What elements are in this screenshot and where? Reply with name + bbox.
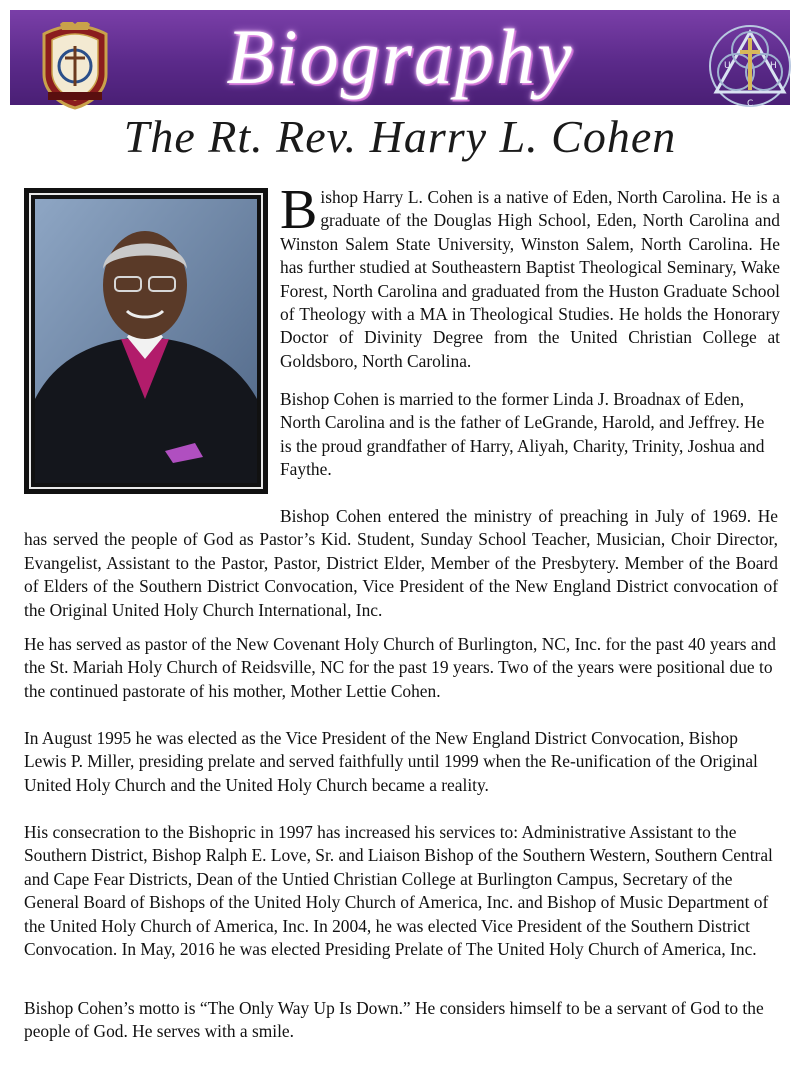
- motto-paragraph: Bishop Cohen’s motto is “The Only Way Up Is Down.” He considers himself to be a servant of God to the people of God. He serves with a smile.: [24, 998, 764, 1042]
- ministry-paragraph: [24, 505, 778, 622]
- trinity-letter-c: C: [747, 99, 754, 109]
- trinity-letter-h: H: [770, 61, 777, 71]
- subtitle-block: [90, 110, 710, 170]
- intro-paragraph: [280, 179, 780, 373]
- consecration-paragraph: His consecration to the Bishopric in 1997 has increased his services to: Administrative Assistant to the Southern District, Bishop Ralph E. Love, Sr. and Liaison Bishop of the Southern Western, Southern Central and Cape Fear Districts, Dean of the Untied Christian College at Burlington Campus, Secretary of the General Board of Bishops of the United Holy Church of America, Inc. and Bishop of Music Department of the United Holy Church of America, Inc. In 2004, he was elected Vice President of the Southern District Convocation. In May, 2016 he was elected Presiding Prelate of The United Holy Church of America, Inc.: [24, 822, 773, 960]
- ministry-text: Bishop Cohen entered the ministry of preaching in July of 1969. He has served the people of God as Pastor’s Kid. Student, Sunday School Teacher, Musician, Choir Director, Evangelist, Assistant to the Pastor, Pastor, District Elder, Member of the Presbytery. Member of the Board of Elders of the Southern District Convocation, Vice President of the New England District convocation of the Original United Holy Church International, Inc.: [24, 506, 778, 620]
- portrait-photo: [35, 199, 257, 483]
- family-paragraph: Bishop Cohen is married to the former Linda J. Broadnax of Eden, North Carolina and is the father of LeGrande, Harold, and Jeffrey. He is the proud grandfather of Harry, Aliyah, Charity, Trinity, Joshua and Faythe.: [280, 389, 765, 480]
- header-banner: [10, 10, 790, 109]
- page-subtitle: The Rt. Rev. Harry L. Cohen: [123, 111, 677, 162]
- intro-text: ishop Harry L. Cohen is a native of Eden, North Carolina. He is a graduate of the Douglas High School, Eden, North Carolina and Winston Salem State University, Winston Salem, North Carolina. He has further studied at Southeastern Baptist Theological Seminary, Wake Forest, North Carolina and graduated from the Huston Graduate School of Theology with a MA in Theological Studies. He holds the Honorary Doctor of Divinity Degree from the United Christian College at Goldsboro, North Carolina.: [280, 187, 780, 371]
- page-title: Biography: [226, 13, 574, 100]
- trinity-letter-u: U: [724, 61, 731, 71]
- election-paragraph: In August 1995 he was elected as the Vice President of the New England District Convocation, Bishop Lewis P. Miller, presiding prelate and served faithfully until 1999 when the Re-unification of the Original United Holy Church and the United Holy Church became a reality.: [24, 728, 758, 795]
- pastorate-paragraph: He has served as pastor of the New Covenant Holy Church of Burlington, NC, Inc. for the past 40 years and the St. Mariah Holy Church of Reidsville, NC for the past 19 years. Two of the years were positional due to the continued pastorate of his mother, Mother Lettie Cohen.: [24, 634, 776, 701]
- trinity-emblem-logo: [706, 22, 794, 110]
- drop-cap: B: [280, 179, 318, 241]
- portrait-frame: [24, 188, 268, 494]
